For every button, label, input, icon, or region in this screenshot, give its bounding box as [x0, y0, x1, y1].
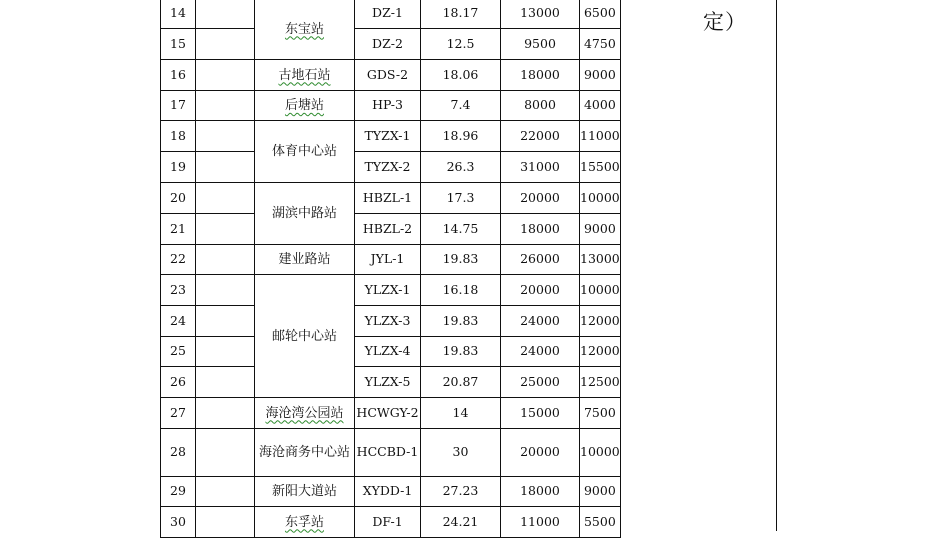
- depth-value: 12.5: [421, 29, 501, 60]
- station-name: [255, 60, 355, 91]
- value-2: 9000: [580, 477, 621, 507]
- blank-cell: [196, 367, 255, 398]
- row-number: 30: [161, 507, 196, 538]
- value-1: 11000: [501, 507, 580, 538]
- station-name-text: 东孚站: [284, 514, 324, 530]
- blank-cell: [196, 91, 255, 121]
- value-1: 24000: [501, 306, 580, 337]
- row-number: 26: [161, 367, 196, 398]
- depth-value: 18.96: [421, 121, 501, 152]
- value-1: 25000: [501, 367, 580, 398]
- row-number: 25: [161, 337, 196, 367]
- station-name: [255, 429, 355, 477]
- value-2: 10000: [580, 183, 621, 214]
- station-data-table: [160, 0, 621, 538]
- row-number: 24: [161, 306, 196, 337]
- value-1: 20000: [501, 429, 580, 477]
- value-2: 7500: [580, 398, 621, 429]
- table-row: [161, 60, 621, 91]
- table-row: [161, 245, 621, 275]
- blank-cell: [196, 429, 255, 477]
- well-code: HBZL-1: [355, 183, 421, 214]
- value-1: 20000: [501, 183, 580, 214]
- table-row: [161, 152, 621, 183]
- row-number: 17: [161, 91, 196, 121]
- well-code: HCCBD-1: [355, 429, 421, 477]
- station-name: [255, 245, 355, 275]
- well-code: TYZX-2: [355, 152, 421, 183]
- well-code: JYL-1: [355, 245, 421, 275]
- blank-cell: [196, 306, 255, 337]
- depth-value: 17.3: [421, 183, 501, 214]
- well-code: TYZX-1: [355, 121, 421, 152]
- table-row: [161, 367, 621, 398]
- row-number: 19: [161, 152, 196, 183]
- station-name-text: 海沧商务中心站: [258, 445, 350, 460]
- well-code: DZ-1: [355, 0, 421, 29]
- row-number: 20: [161, 183, 196, 214]
- value-2: 5500: [580, 507, 621, 538]
- value-2: 12000: [580, 306, 621, 337]
- row-number: 14: [161, 0, 196, 29]
- depth-value: 26.3: [421, 152, 501, 183]
- value-2: 9000: [580, 214, 621, 245]
- table-row: [161, 29, 621, 60]
- well-code: YLZX-5: [355, 367, 421, 398]
- blank-cell: [196, 275, 255, 306]
- station-name: [255, 121, 355, 183]
- value-2: 4750: [580, 29, 621, 60]
- table-row: [161, 214, 621, 245]
- note-text: 定）: [703, 10, 747, 34]
- table-row: [161, 429, 621, 477]
- station-name-text: 后塘站: [284, 98, 324, 113]
- value-1: 18000: [501, 477, 580, 507]
- depth-value: 19.83: [421, 337, 501, 367]
- value-1: 24000: [501, 337, 580, 367]
- station-name: [255, 0, 355, 60]
- well-code: HBZL-2: [355, 214, 421, 245]
- table-row: [161, 337, 621, 367]
- well-code: XYDD-1: [355, 477, 421, 507]
- row-number: 21: [161, 214, 196, 245]
- well-code: YLZX-3: [355, 306, 421, 337]
- station-name-text: 建业路站: [278, 252, 331, 267]
- value-1: 18000: [501, 214, 580, 245]
- value-1: 9500: [501, 29, 580, 60]
- value-1: 22000: [501, 121, 580, 152]
- blank-cell: [196, 507, 255, 538]
- well-code: HCWGY-2: [355, 398, 421, 429]
- blank-cell: [196, 245, 255, 275]
- row-number: 29: [161, 477, 196, 507]
- value-2: 10000: [580, 429, 621, 477]
- well-code: HP-3: [355, 91, 421, 121]
- value-1: 20000: [501, 275, 580, 306]
- depth-value: 19.83: [421, 306, 501, 337]
- table-row: [161, 398, 621, 429]
- row-number: 23: [161, 275, 196, 306]
- row-number: 15: [161, 29, 196, 60]
- value-2: 6500: [580, 0, 621, 29]
- depth-value: 24.21: [421, 507, 501, 538]
- value-1: 15000: [501, 398, 580, 429]
- blank-cell: [196, 121, 255, 152]
- value-2: 9000: [580, 60, 621, 91]
- depth-value: 14: [421, 398, 501, 429]
- page-right-border: [776, 0, 777, 531]
- well-code: DF-1: [355, 507, 421, 538]
- depth-value: 19.83: [421, 245, 501, 275]
- blank-cell: [196, 183, 255, 214]
- table-row: [161, 183, 621, 214]
- value-1: 18000: [501, 60, 580, 91]
- well-code: YLZX-1: [355, 275, 421, 306]
- value-1: 13000: [501, 0, 580, 29]
- depth-value: 18.17: [421, 0, 501, 29]
- blank-cell: [196, 477, 255, 507]
- station-name: [255, 91, 355, 121]
- blank-cell: [196, 152, 255, 183]
- depth-value: 20.87: [421, 367, 501, 398]
- station-name-text: 海沧湾公园站: [265, 405, 344, 421]
- station-name-text: 新阳大道站: [271, 484, 337, 499]
- row-number: 18: [161, 121, 196, 152]
- value-2: 4000: [580, 91, 621, 121]
- value-2: 15500: [580, 152, 621, 183]
- station-name: [255, 183, 355, 245]
- station-name-text: 东宝站: [284, 21, 324, 37]
- table-row: [161, 306, 621, 337]
- well-code: GDS-2: [355, 60, 421, 91]
- table-row: [161, 91, 621, 121]
- value-2: 12000: [580, 337, 621, 367]
- station-name: [255, 477, 355, 507]
- depth-value: 16.18: [421, 275, 501, 306]
- value-1: 31000: [501, 152, 580, 183]
- value-2: 10000: [580, 275, 621, 306]
- depth-value: 14.75: [421, 214, 501, 245]
- depth-value: 18.06: [421, 60, 501, 91]
- blank-cell: [196, 0, 255, 29]
- value-2: 13000: [580, 245, 621, 275]
- row-number: 22: [161, 245, 196, 275]
- value-2: 11000: [580, 121, 621, 152]
- station-name: [255, 507, 355, 538]
- table-row: [161, 121, 621, 152]
- table-row: [161, 507, 621, 538]
- depth-value: 30: [421, 429, 501, 477]
- station-name-text: 邮轮中心站: [271, 328, 337, 344]
- station-name-text: 古地石站: [278, 67, 331, 83]
- table-row: [161, 275, 621, 306]
- station-name-text: 湖滨中路站: [271, 206, 337, 221]
- value-1: 8000: [501, 91, 580, 121]
- depth-value: 27.23: [421, 477, 501, 507]
- blank-cell: [196, 29, 255, 60]
- depth-value: 7.4: [421, 91, 501, 121]
- blank-cell: [196, 60, 255, 91]
- row-number: 28: [161, 429, 196, 477]
- row-number: 27: [161, 398, 196, 429]
- table-row: [161, 477, 621, 507]
- station-name-text: 体育中心站: [271, 144, 337, 159]
- well-code: YLZX-4: [355, 337, 421, 367]
- station-name: [255, 275, 355, 398]
- table-row: [161, 0, 621, 29]
- blank-cell: [196, 337, 255, 367]
- value-2: 12500: [580, 367, 621, 398]
- row-number: 16: [161, 60, 196, 91]
- station-name: [255, 398, 355, 429]
- blank-cell: [196, 398, 255, 429]
- well-code: DZ-2: [355, 29, 421, 60]
- value-1: 26000: [501, 245, 580, 275]
- blank-cell: [196, 214, 255, 245]
